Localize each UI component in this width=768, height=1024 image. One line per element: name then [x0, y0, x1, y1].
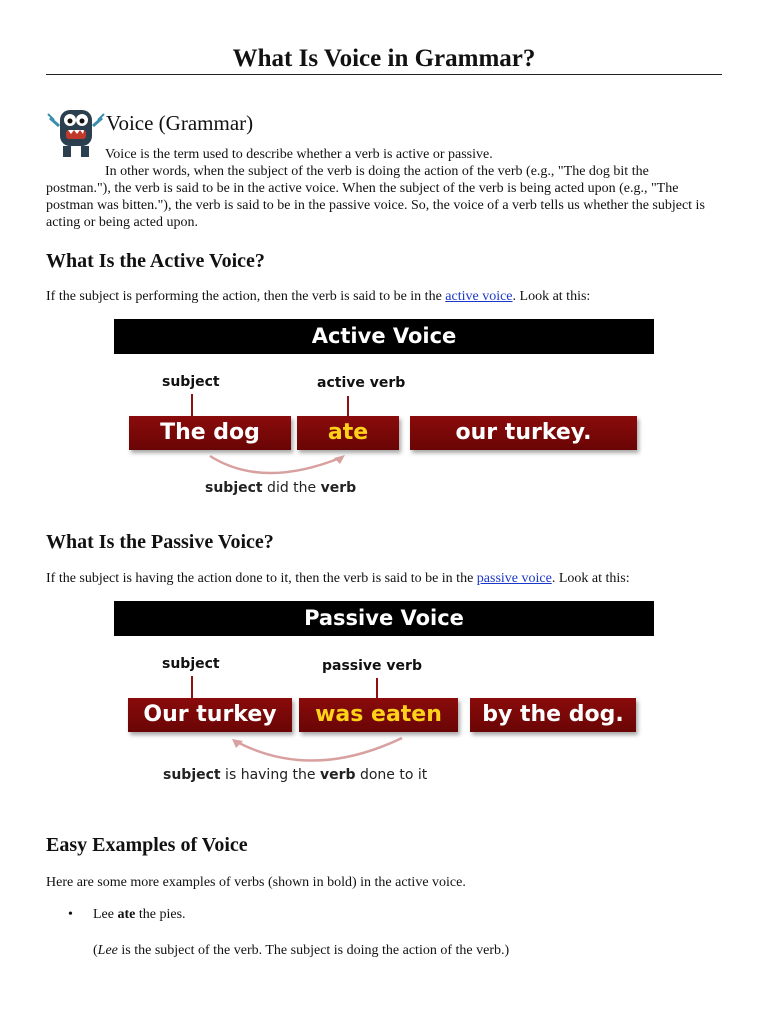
active-text-after: . Look at this: [512, 289, 591, 304]
example-verb: ate [117, 907, 136, 922]
passive-text-after: . Look at this: [551, 571, 630, 586]
active-voice-link[interactable]: active voice [445, 289, 513, 304]
explain-open: ( [93, 943, 98, 958]
passive-voice-link[interactable]: passive voice [476, 571, 552, 586]
active-caption-subject: subject [205, 480, 263, 496]
active-voice-heading: What Is the Active Voice? [46, 250, 265, 272]
passive-verb-box: was eaten [299, 698, 458, 732]
intro-text [46, 146, 714, 231]
passive-voice-heading: What Is the Passive Voice? [46, 531, 274, 553]
passive-subject-label: subject [162, 656, 220, 672]
active-voice-diagram [112, 319, 657, 504]
passive-voice-diagram [112, 601, 657, 786]
active-banner: Active Voice [114, 319, 654, 354]
title-divider [46, 74, 722, 75]
passive-caption-verb: verb [319, 767, 356, 783]
example-subject: Lee [93, 907, 118, 922]
examples-intro: Here are some more examples of verbs (shown in bold) in the active voice. [46, 875, 466, 890]
explain-subject: Lee [97, 943, 118, 958]
intro-line-2: In other words, when the subject of the verb is doing the action of the verb (e.g., "The dog bit the postman."), the verb is said to be in the active voice. When the subject of the verb is being acted upon (e.g., "The postman was bitten."), the verb is said to be in the passive voice. So, the voice of a verb tells us whether the subject is acting or being acted upon. [46, 164, 705, 230]
passive-arrow-icon [112, 601, 657, 786]
active-caption-middle: did the [262, 480, 321, 496]
example-rest: the pies. [135, 907, 186, 922]
active-subject-label: subject [162, 374, 220, 390]
passive-banner: Passive Voice [114, 601, 654, 636]
examples-list [46, 906, 186, 924]
passive-caption-subject: subject [163, 767, 221, 783]
explain-rest: is the subject of the verb. The subject is doing the action of the verb.) [117, 943, 510, 958]
page-title: What Is Voice in Grammar? [232, 45, 536, 72]
active-object-box: our turkey. [410, 416, 637, 450]
active-voice-paragraph [46, 288, 726, 306]
passive-caption-end: done to it [355, 767, 428, 783]
passive-caption [163, 767, 427, 783]
passive-caption-middle: is having the [220, 767, 320, 783]
passive-subject-box: Our turkey [128, 698, 292, 732]
intro-heading: Voice (Grammar) [106, 111, 254, 135]
active-text-before: If the subject is performing the action, then the verb is said to be in the [46, 289, 446, 304]
active-arrow-icon [112, 319, 657, 504]
intro-line-1: Voice is the term used to describe whether a verb is active or passive. [105, 147, 493, 162]
list-item [46, 906, 186, 924]
active-verb-box: ate [297, 416, 399, 450]
examples-heading: Easy Examples of Voice [46, 834, 248, 856]
active-caption [205, 480, 356, 496]
passive-object-box: by the dog. [470, 698, 636, 732]
active-subject-box: The dog [129, 416, 291, 450]
example-explanation [93, 942, 509, 960]
active-verb-label: active verb [317, 375, 406, 391]
passive-text-before: If the subject is having the action done to it, then the verb is said to be in the [46, 571, 477, 586]
passive-verb-label: passive verb [322, 658, 422, 674]
active-caption-verb: verb [320, 480, 357, 496]
passive-voice-paragraph [46, 570, 726, 588]
